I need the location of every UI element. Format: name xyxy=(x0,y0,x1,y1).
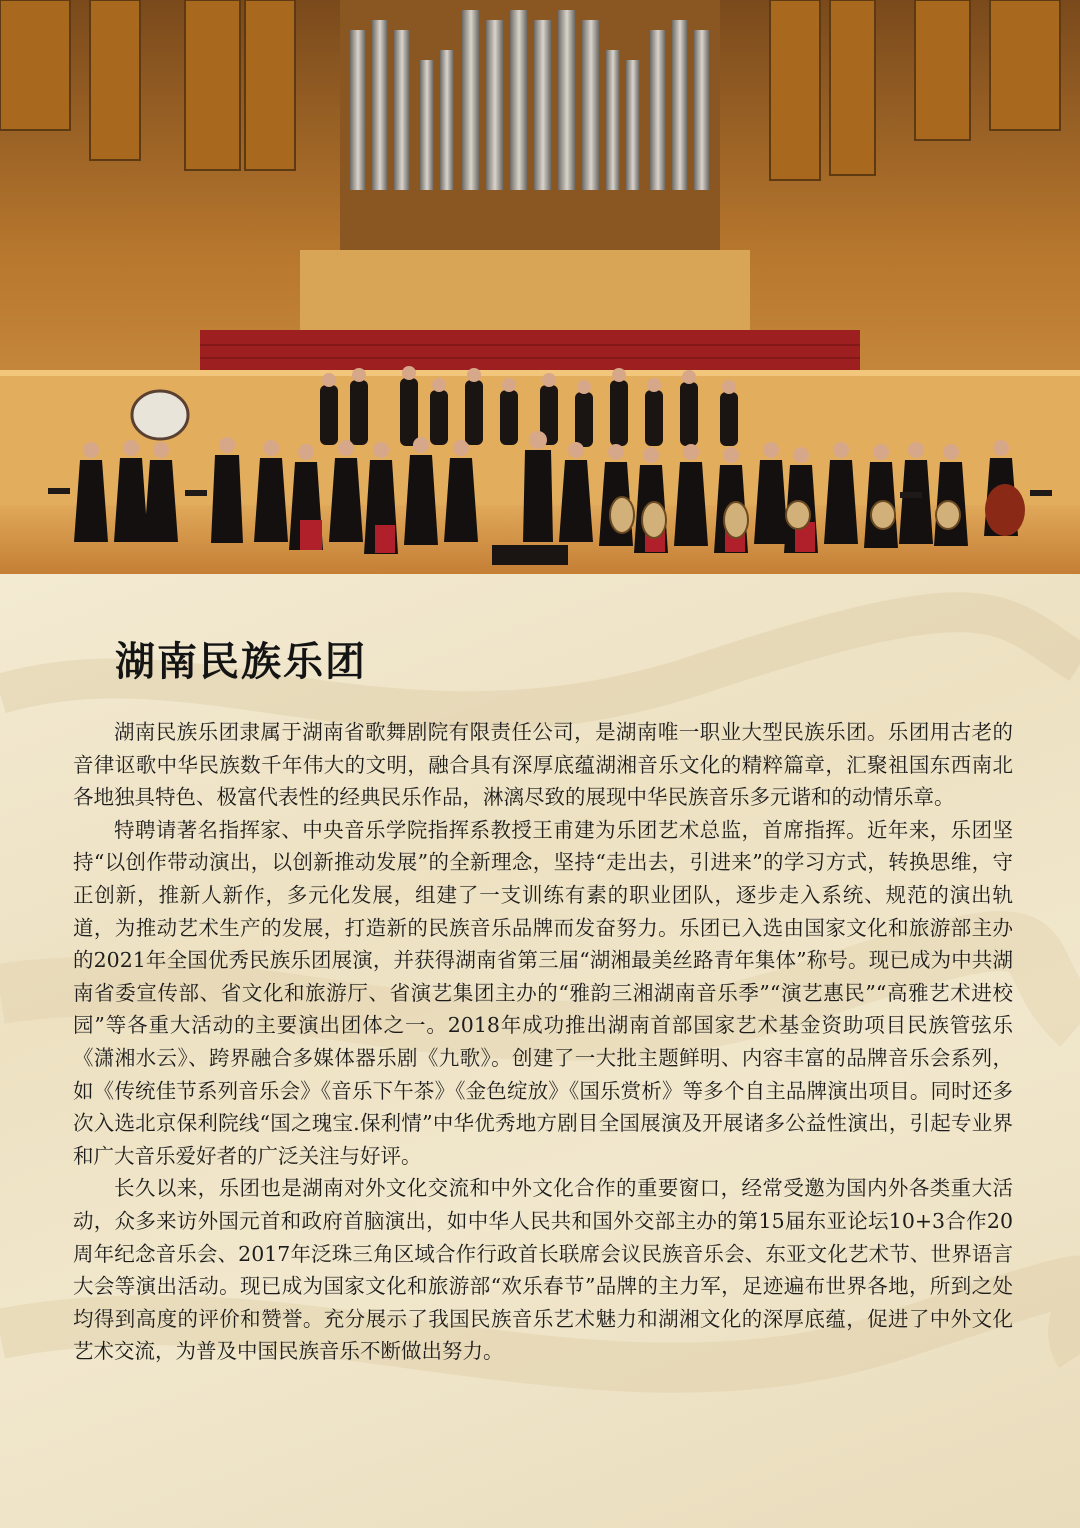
orchestra-photo xyxy=(0,0,1080,574)
article-body xyxy=(73,716,1013,1368)
paragraph-exchange: 长久以来，乐团也是湖南对外文化交流和中外文化合作的重要窗口，经常受邀为国内外各类重大活动，众多来访外国元首和政府首脑演出，如中华人民共和国外交部主办的第15届东亚论坛10+3合作20周年纪念音乐会、2017年泛珠三角区域合作行政首长联席会议民族音乐会、东亚文化艺术节、世界语言大会等演出活动。现已成为国家文化和旅游部“欢乐春节”品牌的主力军，足迹遍布世界各地，所到之处均得到高度的评价和赞誉。充分展示了我国民族音乐艺术魅力和湖湘文化的深厚底蕴，促进了中外文化艺术交流，为普及中国民族音乐不断做出努力。 xyxy=(73,1176,1013,1364)
page-title: 湖南民族乐团 xyxy=(115,638,367,685)
paragraph-development: 特聘请著名指挥家、中央音乐学院指挥系教授王甫建为乐团艺术总监，首席指挥。近年来，乐团坚持“以创作带动演出，以创新推动发展”的全新理念，坚持“走出去，引进来”的学习方式，转换思维，守正创新，推新人新作，多元化发展，组建了一支训练有素的职业团队，逐步走入系统、规范的演出轨道，为推动艺术生产的发展，打造新的民族音乐品牌而发奋努力。乐团已入选由国家文化和旅游部主办的2021年全国优秀民族乐团展演，并获得湖南省第三届“湖湘最美丝路青年集体”称号。现已成为中共湖南省委宣传部、省文化和旅游厅、省演艺集团主办的“雅韵三湘湖南音乐季”“演艺惠民”“高雅艺术进校园”等各重大活动的主要演出团体之一。2018年成功推出湖南首部国家艺术基金资助项目民族管弦乐《潇湘水云》、跨界融合多媒体器乐剧《九歌》。创建了一大批主题鲜明、内容丰富的品牌音乐会系列，如《传统佳节系列音乐会》《音乐下午茶》《金色绽放》《国乐赏析》等多个自主品牌演出项目。同时还多次入选北京保利院线“国之瑰宝.保利情”中华优秀地方剧目全国展演及开展诸多公益性演出，引起专业界和广大音乐爱好者的广泛关注与好评。 xyxy=(73,817,1013,1168)
paragraph-intro: 湖南民族乐团隶属于湖南省歌舞剧院有限责任公司，是湖南唯一职业大型民族乐团。乐团用古老的音律讴歌中华民族数千年伟大的文明，融合具有深厚底蕴湖湘音乐文化的精粹篇章，汇聚祖国东西南北各地独具特色、极富代表性的经典民乐作品，淋漓尽致的展现中华民族音乐多元谐和的动情乐章。 xyxy=(73,720,1013,810)
